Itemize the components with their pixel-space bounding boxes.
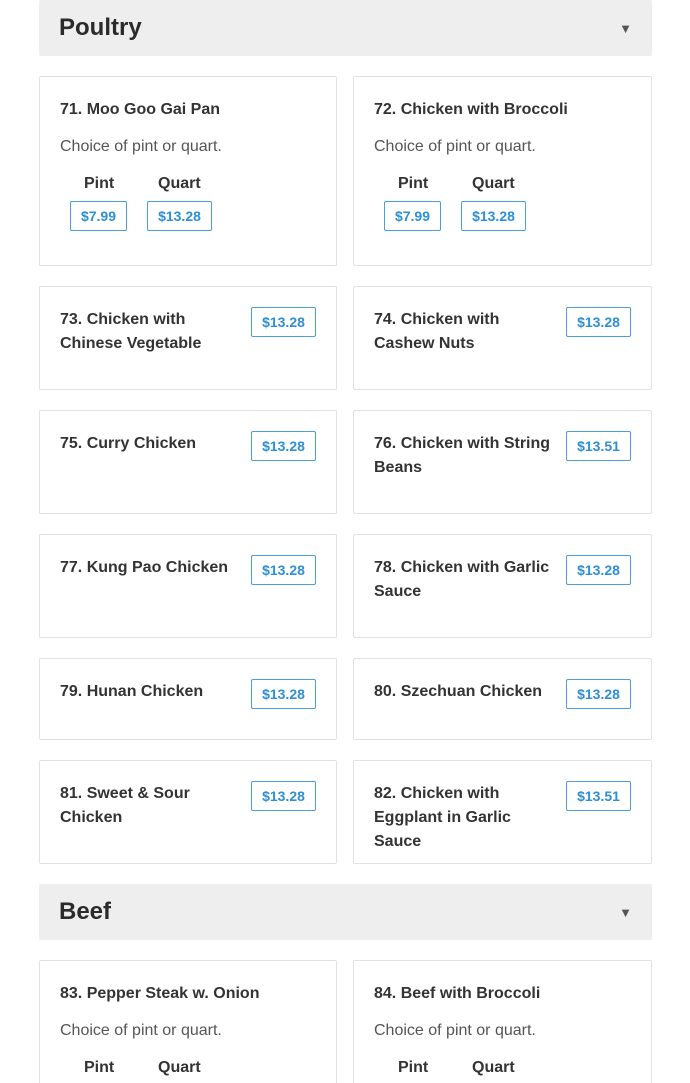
item-description: Choice of pint or quart.	[60, 138, 222, 155]
item-name: 80. Szechuan Chicken	[374, 683, 543, 700]
item-name: 72. Chicken with Broccoli	[374, 101, 568, 118]
item-description: Choice of pint or quart.	[60, 1022, 222, 1039]
pint-label: Pint	[398, 175, 429, 192]
menu-item-card[interactable]	[353, 760, 652, 864]
price-button[interactable]: $13.28	[566, 307, 631, 337]
price-button[interactable]: $13.28	[251, 307, 316, 337]
price-button[interactable]: $13.28	[251, 781, 316, 811]
menu-item-card[interactable]	[39, 534, 337, 638]
menu-item-card[interactable]	[39, 410, 337, 514]
section-title: Poultry	[59, 14, 142, 41]
section-header-beef[interactable]	[39, 884, 652, 940]
item-name: 78. Chicken with Garlic Sauce	[374, 559, 550, 600]
item-description: Choice of pint or quart.	[374, 1022, 536, 1039]
item-name: 82. Chicken with Eggplant in Garlic Sauce	[374, 785, 511, 850]
price-button[interactable]: $13.51	[566, 431, 631, 461]
item-name: 71. Moo Goo Gai Pan	[60, 101, 221, 118]
menu-item-card[interactable]	[353, 658, 652, 740]
item-name: 77. Kung Pao Chicken	[60, 559, 229, 576]
item-description: Choice of pint or quart.	[374, 138, 536, 155]
price-button[interactable]: $13.51	[566, 781, 631, 811]
pint-label: Pint	[398, 1059, 429, 1076]
menu-item-card[interactable]	[353, 960, 652, 1083]
item-name: 81. Sweet & Sour Chicken	[60, 785, 190, 826]
quart-price-button[interactable]: $13.28	[147, 201, 212, 231]
item-name: 75. Curry Chicken	[60, 435, 197, 452]
menu-item-card[interactable]	[39, 658, 337, 740]
price-button[interactable]: $13.28	[251, 555, 316, 585]
menu-item-card[interactable]	[353, 76, 652, 266]
item-name: 79. Hunan Chicken	[60, 683, 204, 700]
price-button[interactable]: $13.28	[251, 431, 316, 461]
caret-down-icon: ▼	[619, 20, 632, 36]
section-title: Beef	[59, 898, 112, 925]
pint-label: Pint	[84, 175, 115, 192]
item-name: 73. Chicken with Chinese Vegetable	[60, 311, 202, 352]
pint-label: Pint	[84, 1059, 115, 1076]
menu-item-card[interactable]	[353, 410, 652, 514]
menu-item-card[interactable]	[353, 286, 652, 390]
item-name: 83. Pepper Steak w. Onion	[60, 985, 260, 1002]
price-button[interactable]: $13.28	[251, 679, 316, 709]
menu-item-card[interactable]	[39, 76, 337, 266]
item-name: 84. Beef with Broccoli	[374, 985, 541, 1002]
quart-label: Quart	[472, 175, 515, 192]
menu-item-card[interactable]	[39, 760, 337, 864]
item-name: 76. Chicken with String Beans	[374, 435, 551, 476]
section-header-poultry[interactable]	[39, 0, 652, 56]
quart-label: Quart	[158, 1059, 201, 1076]
menu-item-card[interactable]	[353, 534, 652, 638]
quart-price-button[interactable]: $13.28	[461, 201, 526, 231]
quart-label: Quart	[472, 1059, 515, 1076]
menu-item-card[interactable]	[39, 286, 337, 390]
pint-price-button[interactable]: $7.99	[384, 201, 441, 231]
item-name: 74. Chicken with Cashew Nuts	[374, 311, 500, 352]
price-button[interactable]: $13.28	[566, 679, 631, 709]
price-button[interactable]: $13.28	[566, 555, 631, 585]
menu-item-card[interactable]	[39, 960, 337, 1083]
pint-price-button[interactable]: $7.99	[70, 201, 127, 231]
quart-label: Quart	[158, 175, 201, 192]
caret-down-icon: ▼	[619, 904, 632, 920]
